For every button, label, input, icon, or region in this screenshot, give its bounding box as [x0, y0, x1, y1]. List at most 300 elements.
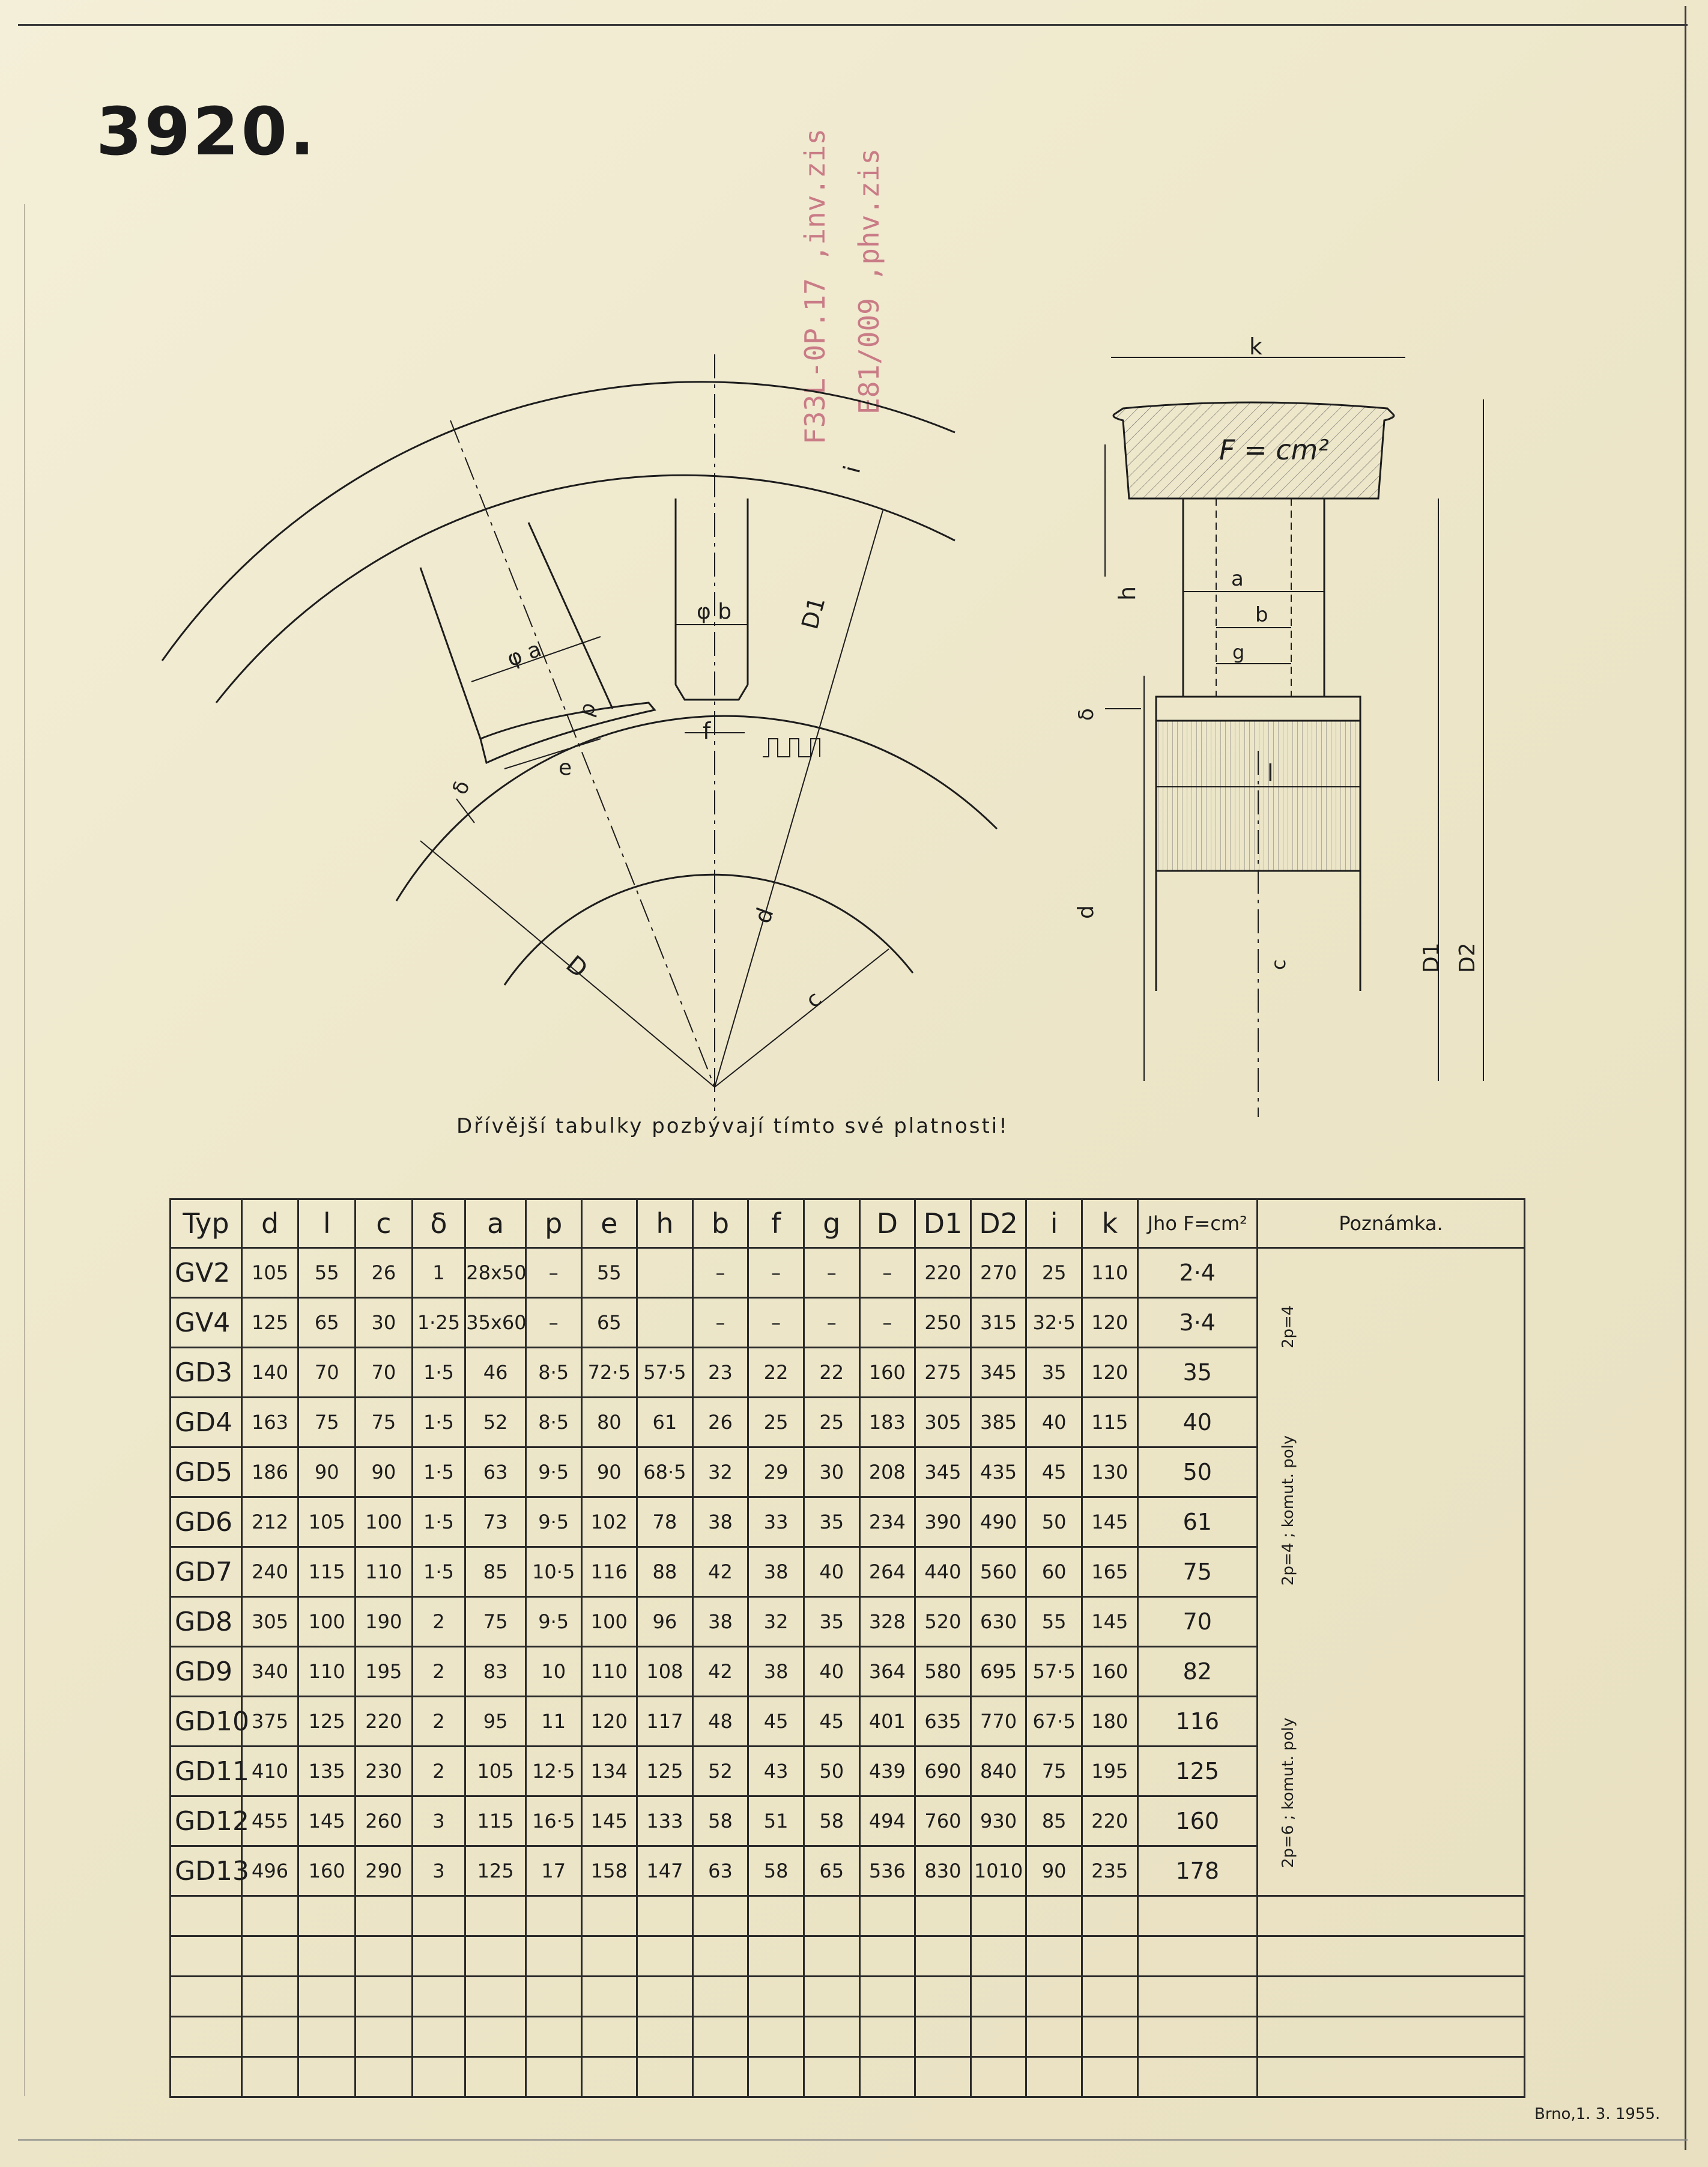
- table-row: [171, 1248, 1525, 1298]
- cell-jho: 160: [1137, 1796, 1257, 1846]
- cell-p: –: [525, 1298, 581, 1348]
- cell-k: 120: [1082, 1348, 1137, 1398]
- sheet-number: 3920.: [96, 93, 317, 170]
- cell-c: 220: [356, 1697, 413, 1747]
- cell-c: 290: [356, 1846, 413, 1896]
- cell-k: 120: [1082, 1298, 1137, 1348]
- cell-l: 105: [298, 1497, 356, 1547]
- cell-D: –: [859, 1248, 915, 1298]
- empty-cell: [581, 1936, 637, 1977]
- empty-cell: [804, 1977, 859, 2017]
- label-phi-b: φ b: [697, 599, 732, 624]
- cell-e: 102: [581, 1497, 637, 1547]
- cell-b: 38: [692, 1597, 748, 1647]
- cell-h: 88: [637, 1547, 693, 1597]
- header-poznamka: Poznámka.: [1257, 1199, 1524, 1248]
- cell-g: 65: [804, 1846, 859, 1896]
- table-row-empty: [171, 2057, 1525, 2097]
- table-row: [171, 1747, 1525, 1796]
- cell-i: 75: [1026, 1747, 1082, 1796]
- cell-g: 25: [804, 1398, 859, 1447]
- empty-cell: [581, 2057, 637, 2097]
- empty-cell: [1137, 2017, 1257, 2057]
- cell-i: 32·5: [1026, 1298, 1082, 1348]
- label-h: h: [1114, 586, 1140, 601]
- cell-i: 85: [1026, 1796, 1082, 1846]
- label-D2-right: D2: [1455, 942, 1480, 973]
- cell-D2: 345: [971, 1348, 1026, 1398]
- empty-cell: [915, 2057, 971, 2097]
- table-row-empty: [171, 1936, 1525, 1977]
- label-D1-right: D1: [1419, 942, 1444, 973]
- cell-delta: 3: [412, 1796, 465, 1846]
- label-c-right: c: [1267, 959, 1290, 970]
- cell-i: 40: [1026, 1398, 1082, 1447]
- cell-jho: 125: [1137, 1747, 1257, 1796]
- label-g: g: [1232, 641, 1245, 664]
- cell-h: 78: [637, 1497, 693, 1547]
- cell-k: 195: [1082, 1747, 1137, 1796]
- empty-cell: [412, 2057, 465, 2097]
- label-l: l: [1267, 760, 1274, 786]
- cell-delta: 1: [412, 1248, 465, 1298]
- cell-c: 90: [356, 1447, 413, 1497]
- empty-cell: [1026, 2017, 1082, 2057]
- empty-cell: [637, 2057, 693, 2097]
- cell-d: 375: [241, 1697, 298, 1747]
- pencil-note-1: F33L-0P.17 ,inv.zis: [799, 128, 831, 444]
- label-delta: δ: [447, 777, 475, 798]
- cell-f: 58: [748, 1846, 804, 1896]
- label-D1: D1: [796, 594, 831, 632]
- table-row: [171, 1597, 1525, 1647]
- cell-delta: 1·5: [412, 1398, 465, 1447]
- label-i: i: [838, 462, 866, 476]
- empty-cell: [804, 2057, 859, 2097]
- table-row: [171, 1298, 1525, 1348]
- empty-cell: [971, 2017, 1026, 2057]
- cell-jho: 82: [1137, 1647, 1257, 1697]
- cell-poznamka: [1257, 1747, 1524, 1796]
- cell-D2: 770: [971, 1697, 1026, 1747]
- cell-h: 117: [637, 1697, 693, 1747]
- cell-D: 208: [859, 1447, 915, 1497]
- cell-jho: 2·4: [1137, 1248, 1257, 1298]
- cell-D1: 830: [915, 1846, 971, 1896]
- empty-cell: [241, 2057, 298, 2097]
- cell-h: 133: [637, 1796, 693, 1846]
- cell-a: 83: [465, 1647, 526, 1697]
- cell-D: 536: [859, 1846, 915, 1896]
- cell-D: 264: [859, 1547, 915, 1597]
- cell-e: 72·5: [581, 1348, 637, 1398]
- cell-b: 63: [692, 1846, 748, 1896]
- cell-l: 115: [298, 1547, 356, 1597]
- empty-cell: [859, 1977, 915, 2017]
- cell-c: 100: [356, 1497, 413, 1547]
- cell-poznamka: [1257, 1846, 1524, 1896]
- empty-cell: [971, 1977, 1026, 2017]
- poznamka-note-2: 2p=4 ; komut. poly: [1279, 1435, 1297, 1586]
- table-row: [171, 1348, 1525, 1398]
- cell-b: 32: [692, 1447, 748, 1497]
- cell-h: 96: [637, 1597, 693, 1647]
- cell-delta: 1·25: [412, 1298, 465, 1348]
- cell-typ: GD5: [171, 1447, 242, 1497]
- cell-poznamka: [1257, 1547, 1524, 1597]
- cell-p: 9·5: [525, 1447, 581, 1497]
- cell-typ: GD7: [171, 1547, 242, 1597]
- empty-cell: [804, 2017, 859, 2057]
- cell-a: 73: [465, 1497, 526, 1547]
- cell-d: 163: [241, 1398, 298, 1447]
- cell-typ: GD11: [171, 1747, 242, 1796]
- pole-arc: [396, 716, 997, 901]
- cell-l: 100: [298, 1597, 356, 1647]
- cell-e: 80: [581, 1398, 637, 1447]
- cell-D: 328: [859, 1597, 915, 1647]
- empty-cell: [581, 1896, 637, 1936]
- cell-l: 90: [298, 1447, 356, 1497]
- empty-cell: [1137, 1977, 1257, 2017]
- label-b: b: [1255, 603, 1268, 627]
- empty-cell: [356, 2017, 413, 2057]
- cell-c: 70: [356, 1348, 413, 1398]
- cell-f: –: [748, 1248, 804, 1298]
- empty-cell: [1026, 1936, 1082, 1977]
- cell-typ: GD3: [171, 1348, 242, 1398]
- cell-e: 120: [581, 1697, 637, 1747]
- cell-p: 8·5: [525, 1398, 581, 1447]
- empty-cell: [915, 2017, 971, 2057]
- header-d: d: [241, 1199, 298, 1248]
- empty-cell: [748, 2057, 804, 2097]
- cell-D: 401: [859, 1697, 915, 1747]
- cell-D1: 440: [915, 1547, 971, 1597]
- empty-cell: [1026, 1896, 1082, 1936]
- cell-a: 105: [465, 1747, 526, 1796]
- empty-cell: [804, 1936, 859, 1977]
- empty-cell: [465, 2017, 526, 2057]
- label-e: e: [559, 756, 572, 780]
- empty-cell: [1082, 2017, 1137, 2057]
- header-b: b: [692, 1199, 748, 1248]
- cell-k: 235: [1082, 1846, 1137, 1896]
- cell-b: 42: [692, 1647, 748, 1697]
- cell-d: 240: [241, 1547, 298, 1597]
- label-D: D: [560, 950, 593, 984]
- label-f: f: [703, 718, 711, 744]
- cell-l: 75: [298, 1398, 356, 1447]
- label-p: p: [574, 699, 601, 720]
- cell-D1: 305: [915, 1398, 971, 1447]
- empty-cell: [1257, 2017, 1524, 2057]
- empty-cell: [171, 2057, 242, 2097]
- cell-D1: 390: [915, 1497, 971, 1547]
- cell-d: 212: [241, 1497, 298, 1547]
- cell-a: 28x50: [465, 1248, 526, 1298]
- cell-c: 26: [356, 1248, 413, 1298]
- cell-b: 23: [692, 1348, 748, 1398]
- cell-k: 220: [1082, 1796, 1137, 1846]
- cell-a: 85: [465, 1547, 526, 1597]
- empty-cell: [171, 1896, 242, 1936]
- cell-poznamka: [1257, 1398, 1524, 1447]
- empty-cell: [692, 2017, 748, 2057]
- header-h: h: [637, 1199, 693, 1248]
- cell-D2: 435: [971, 1447, 1026, 1497]
- cell-D2: 385: [971, 1398, 1026, 1447]
- empty-cell: [171, 2017, 242, 2057]
- cell-k: 115: [1082, 1398, 1137, 1447]
- outer-arc-2: [216, 475, 955, 703]
- empty-cell: [298, 2057, 356, 2097]
- cell-a: 46: [465, 1348, 526, 1398]
- cell-D2: 490: [971, 1497, 1026, 1547]
- cell-D2: 315: [971, 1298, 1026, 1348]
- cell-l: 70: [298, 1348, 356, 1398]
- cell-b: 52: [692, 1747, 748, 1796]
- cell-p: –: [525, 1248, 581, 1298]
- cell-delta: 1·5: [412, 1547, 465, 1597]
- cell-e: 65: [581, 1298, 637, 1348]
- cell-g: 45: [804, 1697, 859, 1747]
- table-row-empty: [171, 2017, 1525, 2057]
- empty-cell: [1082, 2057, 1137, 2097]
- cell-p: 10·5: [525, 1547, 581, 1597]
- cell-poznamka: [1257, 1298, 1524, 1348]
- empty-cell: [1257, 2057, 1524, 2097]
- empty-cell: [525, 2017, 581, 2057]
- empty-cell: [1026, 1977, 1082, 2017]
- cell-c: 190: [356, 1597, 413, 1647]
- header-typ: Typ: [171, 1199, 242, 1248]
- label-d: d: [749, 904, 779, 927]
- cell-g: 35: [804, 1497, 859, 1547]
- cell-p: 16·5: [525, 1796, 581, 1846]
- cell-jho: 116: [1137, 1697, 1257, 1747]
- header-i: i: [1026, 1199, 1082, 1248]
- empty-cell: [465, 2057, 526, 2097]
- cell-k: 145: [1082, 1497, 1137, 1547]
- empty-cell: [1137, 2057, 1257, 2097]
- cell-D1: 635: [915, 1697, 971, 1747]
- cell-p: 12·5: [525, 1747, 581, 1796]
- cell-D2: 630: [971, 1597, 1026, 1647]
- cell-b: 48: [692, 1697, 748, 1747]
- cell-a: 95: [465, 1697, 526, 1747]
- empty-cell: [412, 1896, 465, 1936]
- empty-cell: [241, 1896, 298, 1936]
- empty-cell: [1082, 1896, 1137, 1936]
- cell-a: 52: [465, 1398, 526, 1447]
- dimension-table: [169, 1198, 1525, 2098]
- cell-poznamka: [1257, 1248, 1524, 1298]
- cell-typ: GV4: [171, 1298, 242, 1348]
- cell-g: 50: [804, 1747, 859, 1796]
- header-f: f: [748, 1199, 804, 1248]
- empty-cell: [1257, 1936, 1524, 1977]
- cell-D1: 345: [915, 1447, 971, 1497]
- cell-a: 125: [465, 1846, 526, 1896]
- empty-cell: [915, 1977, 971, 2017]
- empty-cell: [1137, 1896, 1257, 1936]
- cell-D2: 270: [971, 1248, 1026, 1298]
- cell-f: 32: [748, 1597, 804, 1647]
- cell-d: 125: [241, 1298, 298, 1348]
- cell-delta: 3: [412, 1846, 465, 1896]
- header-e: e: [581, 1199, 637, 1248]
- label-k: k: [1249, 333, 1263, 360]
- cell-poznamka: [1257, 1348, 1524, 1398]
- cell-f: 33: [748, 1497, 804, 1547]
- empty-cell: [298, 1936, 356, 1977]
- cell-p: 11: [525, 1697, 581, 1747]
- cell-g: 58: [804, 1796, 859, 1846]
- empty-cell: [637, 1896, 693, 1936]
- cell-D: 364: [859, 1647, 915, 1697]
- cell-D2: 1010: [971, 1846, 1026, 1896]
- cell-l: 160: [298, 1846, 356, 1896]
- cell-delta: 2: [412, 1747, 465, 1796]
- table-row: [171, 1497, 1525, 1547]
- empty-cell: [241, 2017, 298, 2057]
- table-row: [171, 1398, 1525, 1447]
- label-c: c: [801, 986, 826, 1013]
- cell-g: –: [804, 1248, 859, 1298]
- frame-border-bottom: [18, 2139, 1688, 2141]
- cell-p: 9·5: [525, 1597, 581, 1647]
- empty-cell: [171, 1977, 242, 2017]
- cell-D2: 840: [971, 1747, 1026, 1796]
- cell-e: 134: [581, 1747, 637, 1796]
- cell-l: 145: [298, 1796, 356, 1846]
- cell-poznamka: [1257, 1697, 1524, 1747]
- cell-c: 30: [356, 1298, 413, 1348]
- cell-jho: 61: [1137, 1497, 1257, 1547]
- empty-cell: [1082, 1977, 1137, 2017]
- cell-b: 42: [692, 1547, 748, 1597]
- empty-cell: [748, 1977, 804, 2017]
- cell-D1: 580: [915, 1647, 971, 1697]
- empty-cell: [581, 1977, 637, 2017]
- label-a: a: [1231, 567, 1244, 591]
- validity-notice: Dřívější tabulky pozbývají tímto své platnosti!: [456, 1114, 1009, 1138]
- empty-cell: [412, 1936, 465, 1977]
- label-F: F = cm²: [1219, 434, 1329, 466]
- cell-jho: 178: [1137, 1846, 1257, 1896]
- header-c: c: [356, 1199, 413, 1248]
- cell-g: 40: [804, 1547, 859, 1597]
- cell-f: 43: [748, 1747, 804, 1796]
- cell-d: 410: [241, 1747, 298, 1796]
- empty-cell: [412, 2017, 465, 2057]
- empty-cell: [356, 1977, 413, 2017]
- cell-typ: GD10: [171, 1697, 242, 1747]
- table-body: [171, 1248, 1525, 2097]
- cell-p: 10: [525, 1647, 581, 1697]
- cell-k: 145: [1082, 1597, 1137, 1647]
- empty-cell: [356, 1936, 413, 1977]
- cell-delta: 1·5: [412, 1447, 465, 1497]
- label-phi-a: φ a: [504, 637, 545, 672]
- cell-k: 160: [1082, 1647, 1137, 1697]
- empty-cell: [859, 1896, 915, 1936]
- empty-cell: [859, 2057, 915, 2097]
- cell-h: 57·5: [637, 1348, 693, 1398]
- empty-cell: [859, 1936, 915, 1977]
- cell-i: 67·5: [1026, 1697, 1082, 1747]
- cell-b: –: [692, 1248, 748, 1298]
- cell-l: 110: [298, 1647, 356, 1697]
- table-row: [171, 1547, 1525, 1597]
- empty-cell: [465, 1896, 526, 1936]
- cell-h: [637, 1298, 693, 1348]
- cell-h: 125: [637, 1747, 693, 1796]
- cell-b: 38: [692, 1497, 748, 1547]
- cell-c: 230: [356, 1747, 413, 1796]
- table-row: [171, 1447, 1525, 1497]
- cell-D2: 695: [971, 1647, 1026, 1697]
- cell-d: 455: [241, 1796, 298, 1846]
- cell-f: 22: [748, 1348, 804, 1398]
- cell-typ: GV2: [171, 1248, 242, 1298]
- empty-cell: [1082, 1936, 1137, 1977]
- cell-typ: GD12: [171, 1796, 242, 1846]
- cell-jho: 70: [1137, 1597, 1257, 1647]
- cell-f: 29: [748, 1447, 804, 1497]
- cell-e: 55: [581, 1248, 637, 1298]
- cell-i: 90: [1026, 1846, 1082, 1896]
- empty-cell: [971, 2057, 1026, 2097]
- cell-D1: 220: [915, 1248, 971, 1298]
- cell-c: 75: [356, 1398, 413, 1447]
- empty-cell: [692, 1936, 748, 1977]
- cell-i: 60: [1026, 1547, 1082, 1597]
- cell-l: 125: [298, 1697, 356, 1747]
- empty-cell: [1137, 1936, 1257, 1977]
- cell-poznamka: [1257, 1447, 1524, 1497]
- cell-D2: 560: [971, 1547, 1026, 1597]
- empty-cell: [525, 1977, 581, 2017]
- cell-typ: GD8: [171, 1597, 242, 1647]
- cell-typ: GD13: [171, 1846, 242, 1896]
- poznamka-note-3: 2p=6 ; komut. poly: [1279, 1717, 1297, 1868]
- cell-a: 63: [465, 1447, 526, 1497]
- empty-cell: [241, 1936, 298, 1977]
- cell-D1: 690: [915, 1747, 971, 1796]
- empty-cell: [525, 2057, 581, 2097]
- empty-cell: [171, 1936, 242, 1977]
- empty-cell: [915, 1896, 971, 1936]
- cell-d: 496: [241, 1846, 298, 1896]
- cell-D1: 760: [915, 1796, 971, 1846]
- empty-cell: [971, 1936, 1026, 1977]
- cell-i: 55: [1026, 1597, 1082, 1647]
- cell-poznamka: [1257, 1497, 1524, 1547]
- cell-g: 40: [804, 1647, 859, 1697]
- cell-a: 35x60: [465, 1298, 526, 1348]
- empty-cell: [356, 1896, 413, 1936]
- cell-jho: 35: [1137, 1348, 1257, 1398]
- empty-cell: [859, 2017, 915, 2057]
- empty-cell: [637, 1936, 693, 1977]
- header-g: g: [804, 1199, 859, 1248]
- cell-f: 38: [748, 1547, 804, 1597]
- cell-d: 186: [241, 1447, 298, 1497]
- cell-g: 22: [804, 1348, 859, 1398]
- date-stamp: Brno,1. 3. 1955.: [1534, 2105, 1661, 2123]
